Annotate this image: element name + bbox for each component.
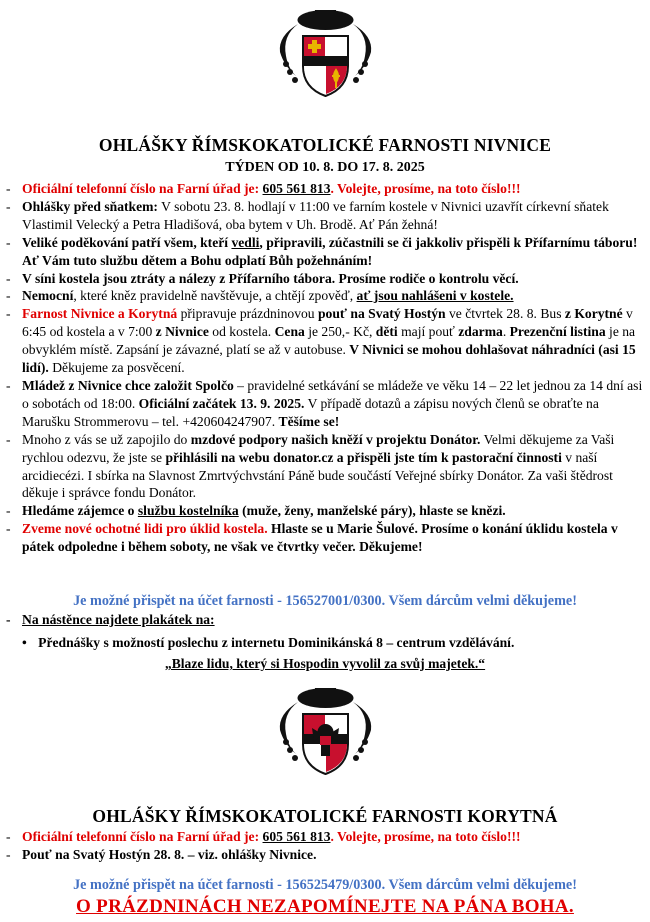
announcement-text: Nemocní xyxy=(22,288,74,304)
announcement-text: Mnoho z vás se už zapojilo do xyxy=(22,431,191,447)
announcement-text: 605 561 813 xyxy=(262,829,331,844)
announcement-text: , připravili, zúčastnili se či jakkoliv přispěli k Přífarnímu táboru! Ať Vám tuto službu dětem a Bohu odplatí Bůh požehnáním! xyxy=(22,234,638,268)
announcement-text: . Volejte, prosíme, na toto číslo!!! xyxy=(330,181,521,196)
announcement-text: . Volejte, prosíme, na toto číslo!!! xyxy=(330,829,521,844)
announcement-item xyxy=(0,377,650,431)
board-bullet-row xyxy=(22,635,514,651)
announcement-item xyxy=(0,180,650,198)
announcement-item xyxy=(0,846,650,864)
announcement-item xyxy=(0,520,650,556)
announcement-item xyxy=(0,431,650,503)
board-bullet-text: Přednášky s možností poslechu z internetu Dominikánská 8 – centrum vzdělávání. xyxy=(38,635,515,650)
announcement-item xyxy=(0,305,650,377)
announcement-text: (muže, ženy, manželské páry), hlaste se knězi. xyxy=(238,503,506,519)
announcement-text: Těšíme se! xyxy=(278,413,340,429)
announcement-text: 605 561 813 xyxy=(262,181,331,196)
week-range: TÝDEN OD 10. 8. DO 17. 8. 2025 xyxy=(225,160,425,175)
announcement-text: vedli xyxy=(231,234,260,250)
announcement-text: přihlásili na webu donator.cz a přispěli jste tím k pastorační činnosti xyxy=(165,449,562,465)
dash-marker: - xyxy=(6,612,11,627)
donation-text: Je možné přispět na účet farnosti - 156525479/0300. Všem dárcům velmi děkujeme! xyxy=(73,877,577,893)
announcement-text: je na obvyklém místě. Zapsání je závazné, platí se až v autobuse. xyxy=(22,324,636,358)
announcement-item xyxy=(0,828,650,846)
donation-note-nivnice xyxy=(0,592,650,610)
announcement-text: Hledáme zájemce o xyxy=(22,503,138,519)
announcement-text: , které kněz pravidelně navštěvuje, a chtějí zpověď, xyxy=(73,288,357,304)
announcement-item xyxy=(0,198,650,234)
announcement-item xyxy=(0,502,650,520)
announcement-item xyxy=(0,287,650,305)
announcement-text: Oficiální telefonní číslo na Farní úřad je: xyxy=(22,829,263,844)
closing-reminder: O PRÁZDNINÁCH NEZAPOMÍNEJTE NA PÁNA BOHA. xyxy=(76,896,574,917)
scripture-quote: „Blaze lidu, který si Hospodin vyvolil za svůj majetek.“ xyxy=(164,656,486,671)
coat-of-arms-korytna-icon xyxy=(268,684,383,779)
announcement-text: Mládež z Nivnice chce založit Spolčo xyxy=(22,377,234,393)
announcement-text: Pouť xyxy=(22,846,52,862)
announcement-text: Prezenční listina xyxy=(509,324,606,340)
announcement-text: z Korytné xyxy=(564,306,623,322)
announcement-text: zdarma xyxy=(458,324,503,340)
announcement-text: z Nivnice xyxy=(155,324,209,340)
announcement-text: Děkujeme za posvěcení. xyxy=(48,360,185,376)
announcement-text: V síni kostela jsou ztráty a nálezy z Přífarního tábora. Prosíme rodiče o kontrolu věcí. xyxy=(22,270,519,286)
announcement-text: V případě dotazů a zápisu nových členů se obraťte na Marušku Strommerovu – tel. +420604247907. xyxy=(22,395,599,429)
board-heading: Na nástěnce najdete plakátek na: xyxy=(22,612,215,627)
page-title-nivnice: OHLÁŠKY ŘÍMSKOKATOLICKÉ FARNOSTI NIVNICE xyxy=(98,135,552,155)
announcement-text: Zveme nové ochotné lidi pro úklid kostela. xyxy=(22,521,268,537)
announcement-text: na Svatý Hostýn 28. 8. – viz. ohlášky Nivnice. xyxy=(51,846,317,862)
announcement-text: V sobotu 23. 8. hodlají v 11:00 ve farním kostele v Nivnici uzavřít církevní sňatek Vlastimil Velecký a Petra Hladišová, oba bytem v Uh. Brodě. Ať Pán žehná! xyxy=(22,198,609,232)
announcement-item xyxy=(0,234,650,270)
announcement-text: děti xyxy=(375,324,398,340)
page-title-korytna: OHLÁŠKY ŘÍMSKOKATOLICKÉ FARNOSTI KORYTNÁ xyxy=(92,806,558,826)
announcement-text: v 6:45 od kostela a v 7:00 xyxy=(22,306,633,340)
announcement-text: Cena xyxy=(274,324,305,340)
announcement-text: ve čtvrtek 28. 8. Bus xyxy=(445,306,565,322)
announcement-list-korytna xyxy=(0,828,650,864)
announcement-text: ať jsou nahlášeni v kostele. xyxy=(356,288,514,304)
donation-text: Je možné přispět na účet farnosti - 156527001/0300. Všem dárcům velmi děkujeme! xyxy=(73,593,577,609)
announcement-text: mzdové podpory našich kněží v projektu Donátor. xyxy=(190,431,481,447)
announcement-text: Farnost Nivnice a Korytná xyxy=(22,306,178,322)
announcement-text: v naší arcidiecézi. I sbírka na Slavnost Zmrtvýchvstání Páně bude součástí Veřejné sbírky Donátor. Za vaši štědrost děkuje i správce fondu Donátor. xyxy=(22,449,613,501)
announcement-text: pouť na Svatý Hostýn xyxy=(318,306,446,322)
announcement-text: od kostela. xyxy=(208,324,275,340)
announcement-text: Velmi děkujeme za Vaši rychlou odezvu, že jste se xyxy=(22,431,615,465)
announcement-text: službu kostelníka xyxy=(137,503,239,519)
announcement-text: . xyxy=(502,324,510,340)
coat-of-arms-nivnice-icon xyxy=(268,6,383,101)
announcement-text: Oficiální telefonní číslo na Farní úřad je: xyxy=(22,181,263,196)
announcement-text: – pravidelné setkávání se mládeže ve věku 14 – 22 let jednou za 14 dní asi o sobotách od 18:00. xyxy=(22,377,643,411)
announcement-text: Hlaste se u Marie Šulové. Prosíme o konání úklidu kostela v pátek odpoledne i během soboty, ne však ve čtvrtky večer. Děkujeme! xyxy=(22,521,618,555)
bullet-icon: • xyxy=(22,635,27,650)
announcement-item xyxy=(0,270,650,288)
announcement-text: mají pouť xyxy=(397,324,459,340)
announcement-text: Oficiální začátek 13. 9. 2025. xyxy=(138,395,305,411)
announcement-text: připravuje prázdninovou xyxy=(177,306,318,322)
announcement-text: Ohlášky před sňatkem: xyxy=(22,198,158,214)
announcement-text: Veliké poděkování patří všem, kteří xyxy=(22,234,232,250)
announcement-list-nivnice xyxy=(0,180,650,556)
announcement-text: je 250,- Kč, xyxy=(304,324,376,340)
announcement-text: V Nivnici se mohou dohlašovat náhradníci (asi 15 lidí). xyxy=(22,342,636,376)
donation-note-korytna xyxy=(0,876,650,894)
board-heading-row xyxy=(0,612,650,628)
